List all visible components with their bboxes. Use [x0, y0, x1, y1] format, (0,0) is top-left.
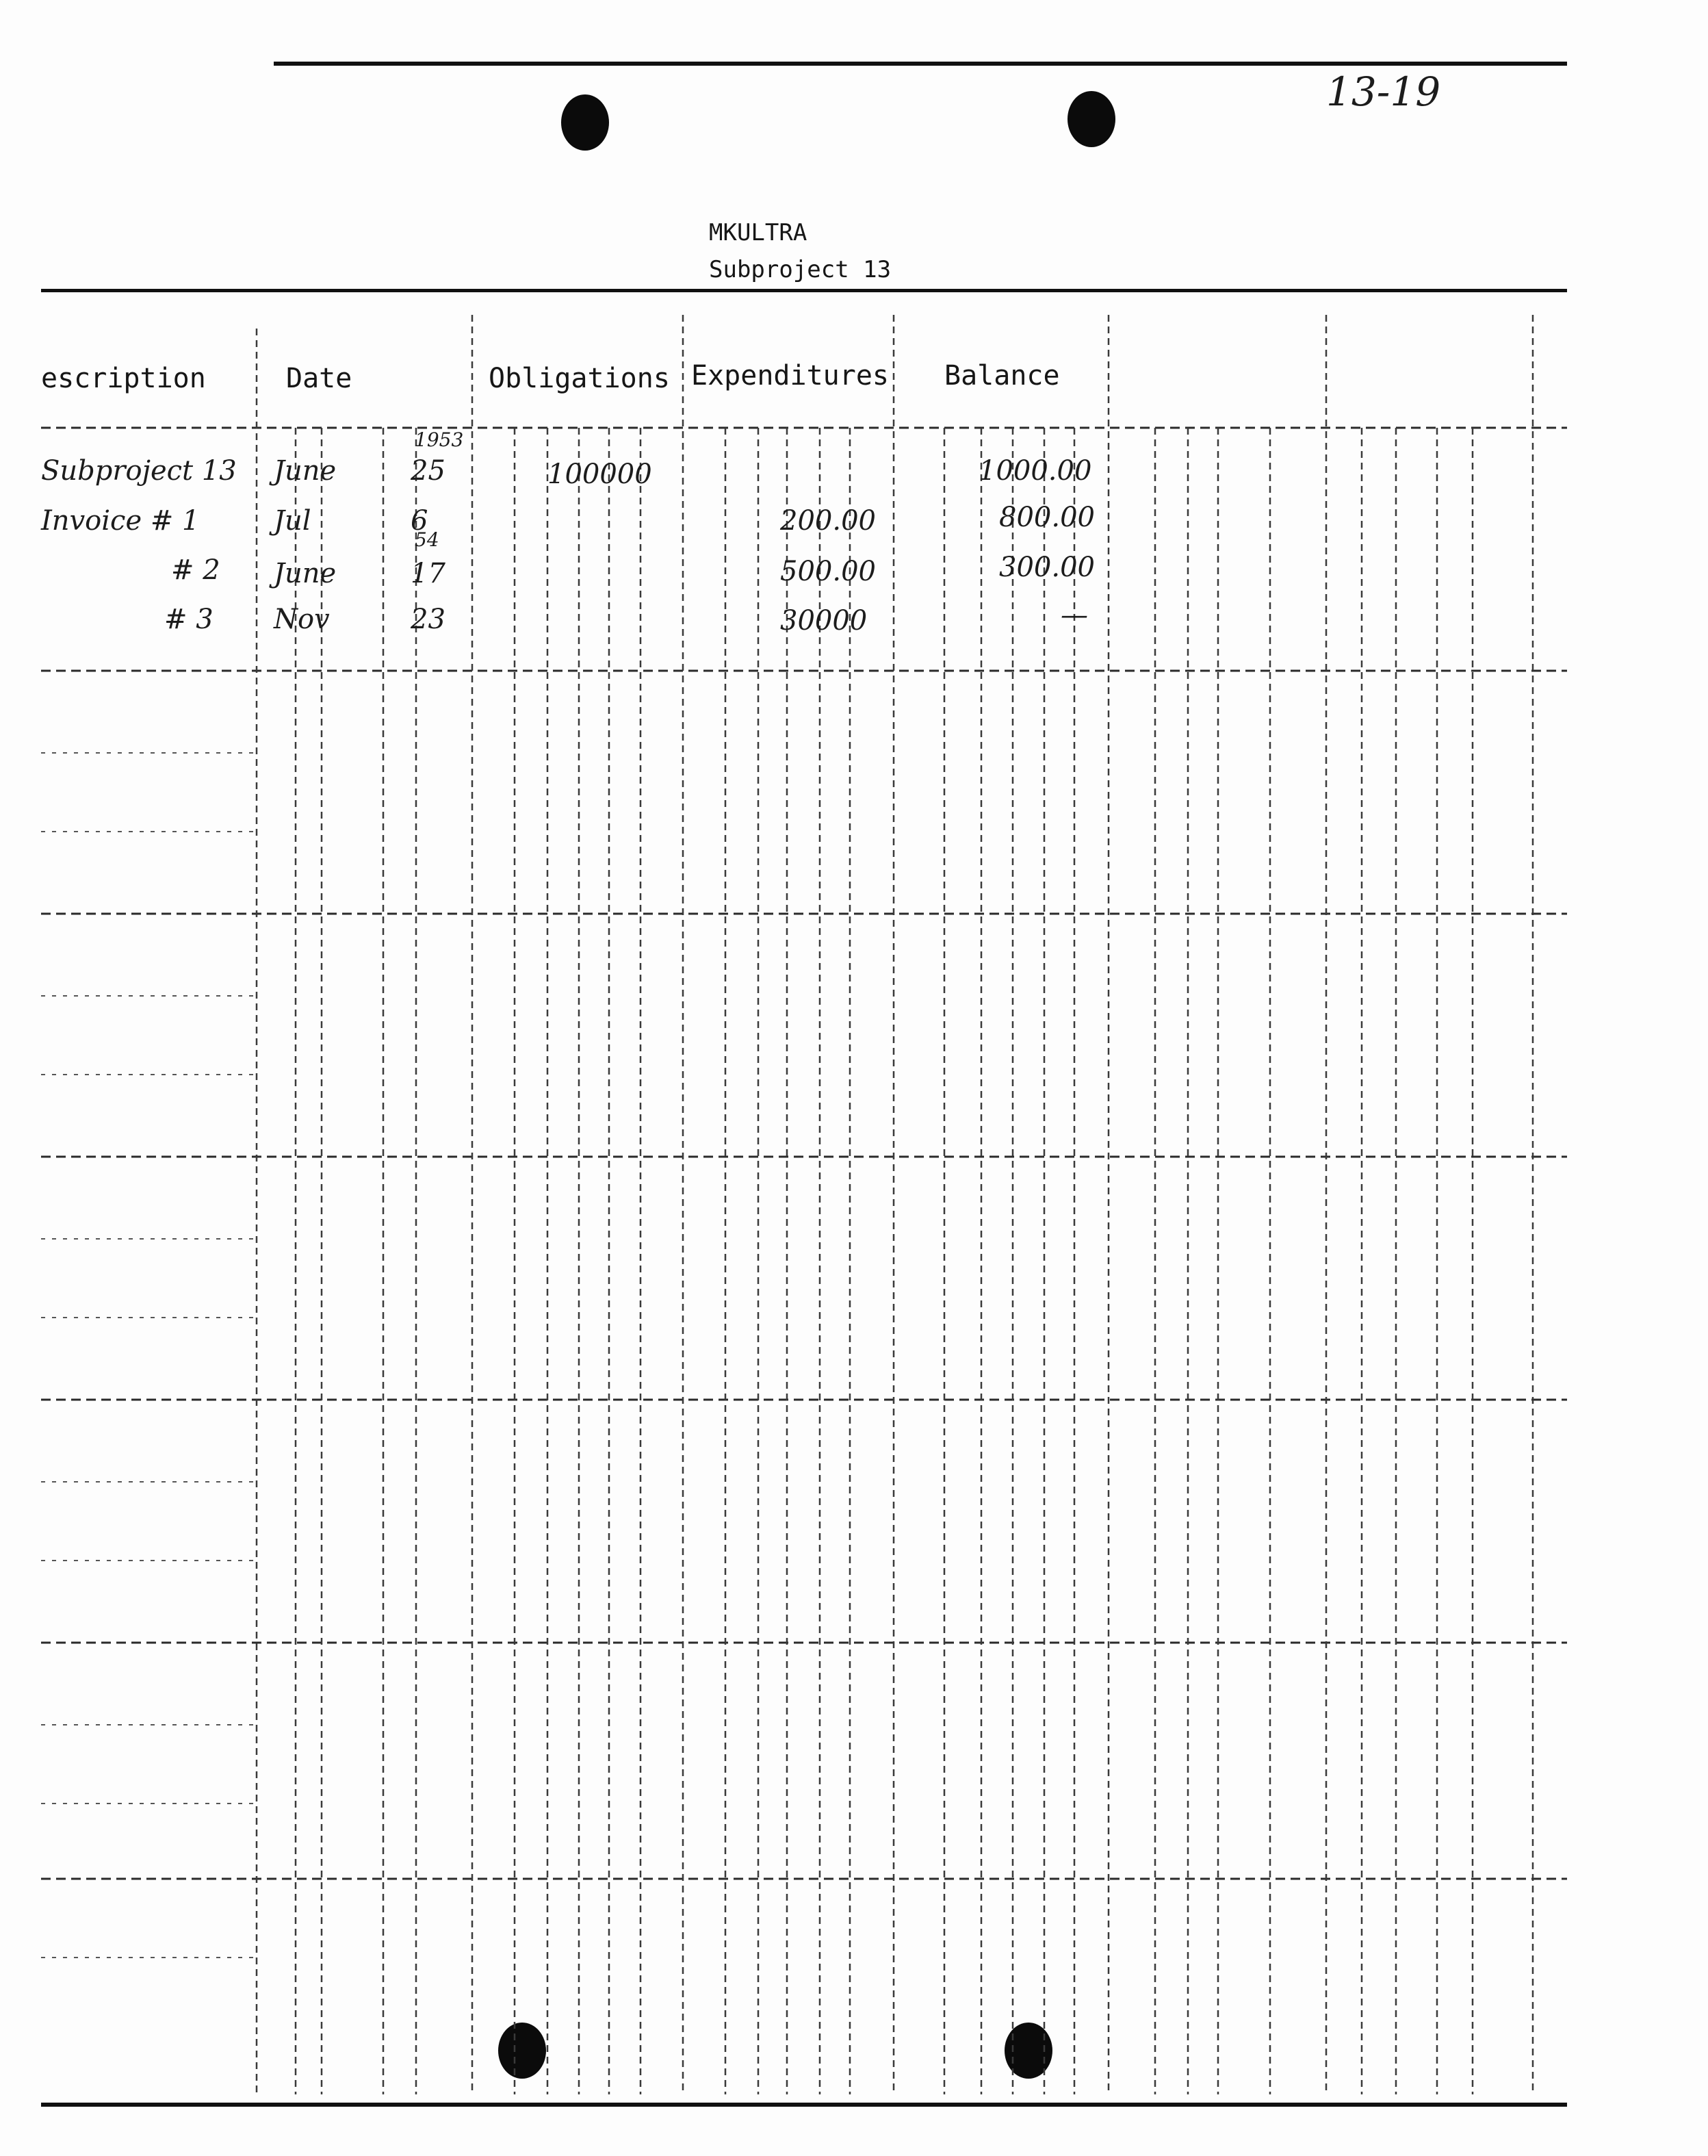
- row-description: Subproject 13: [41, 455, 237, 487]
- row-balance: 300.00: [999, 552, 1095, 583]
- page-number: 13-19: [1326, 68, 1441, 115]
- row-expenditures: 30000: [780, 605, 868, 637]
- subproject-title: Subproject 13: [709, 256, 892, 283]
- row-obligations: 100000: [547, 459, 652, 490]
- row-day: 23: [411, 604, 445, 635]
- row-expenditures: 500.00: [780, 556, 876, 587]
- row-month: June: [274, 558, 337, 589]
- row-day: 6: [411, 505, 428, 537]
- row-balance: 1000.00: [979, 455, 1092, 487]
- row-balance: 800.00: [999, 502, 1095, 533]
- row-description: # 2: [171, 554, 220, 586]
- row-day: 25: [411, 455, 445, 487]
- row-day: 17: [411, 558, 445, 589]
- column-header-obligations: Obligations: [489, 363, 670, 394]
- row-balance: —: [1061, 600, 1088, 631]
- row-expenditures: 200.00: [780, 505, 876, 537]
- row-description: # 3: [164, 604, 214, 635]
- row-month: Jul: [274, 505, 311, 537]
- year-label-1953: 1953: [415, 428, 464, 451]
- column-header-date: Date: [286, 363, 352, 394]
- project-title: MKULTRA: [709, 219, 807, 246]
- row-month: Nov: [274, 604, 330, 635]
- column-header-balance: Balance: [944, 360, 1060, 392]
- column-header-description: escription: [41, 363, 206, 394]
- row-description: Invoice # 1: [41, 505, 200, 537]
- row-month: June: [274, 455, 337, 487]
- column-header-expenditures: Expenditures: [691, 360, 889, 392]
- year-label-54: 54: [415, 528, 439, 551]
